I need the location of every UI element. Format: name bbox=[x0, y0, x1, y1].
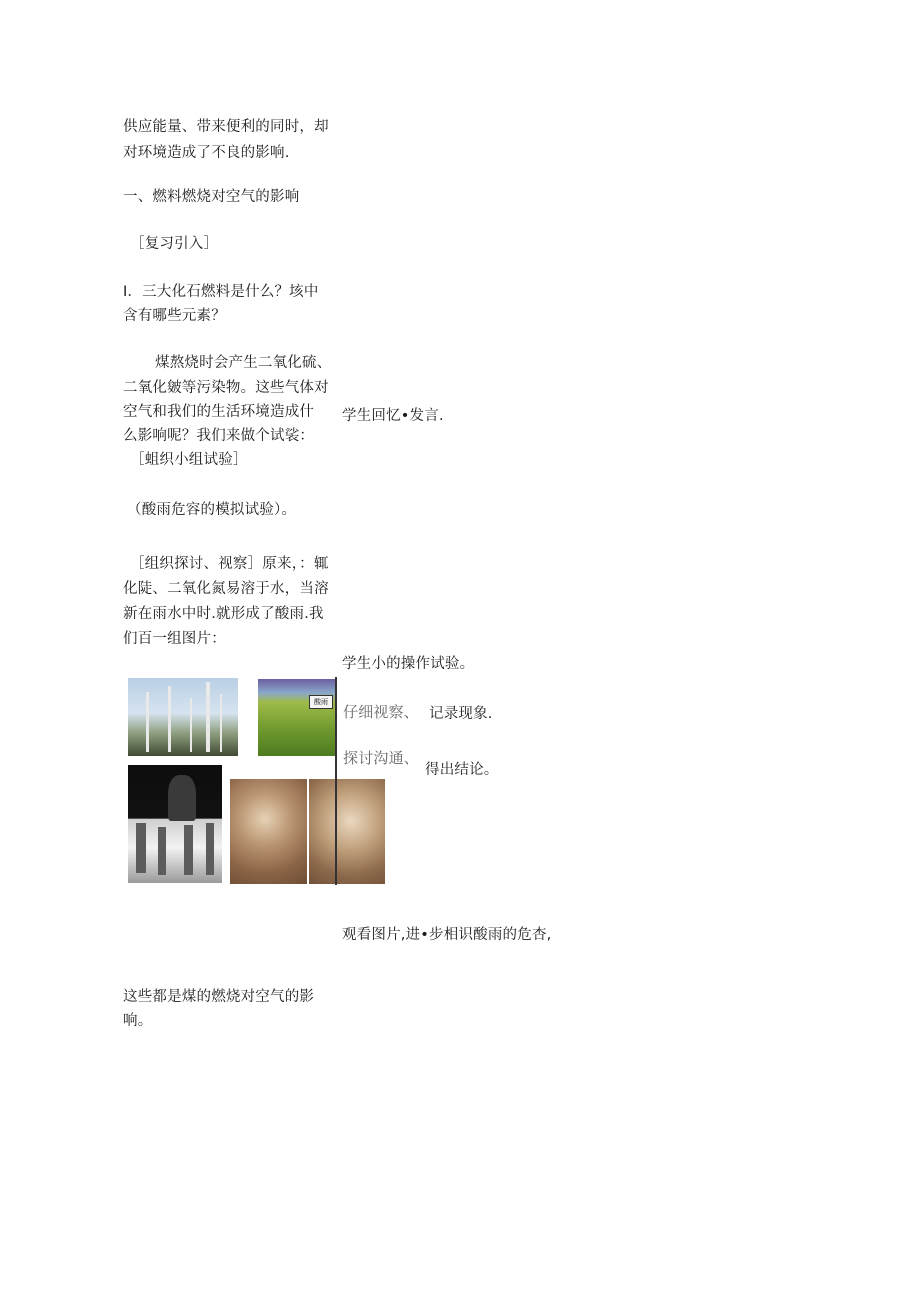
crop-field-photo bbox=[258, 679, 337, 756]
sepia-sculpture-photo-2 bbox=[309, 779, 385, 884]
vertical-divider bbox=[335, 677, 337, 885]
paragraph-2-line-2: 二氧化皴等污染物。这些气体对 bbox=[123, 380, 329, 396]
eroded-statue-photo bbox=[128, 765, 222, 883]
discussion-line-2: 化陡、二氧化氮易溶于水，当溶 bbox=[123, 581, 329, 597]
group-experiment: ［蛆织小组试验］ bbox=[130, 452, 248, 468]
observe-handwritten: 仔细视察、 bbox=[343, 703, 420, 721]
discussion-line-1: ［组织探讨、视察］原来，：辄 bbox=[130, 556, 329, 572]
view-pictures: 观看图片,进•步相识酸雨的危杏, bbox=[342, 927, 552, 943]
photo-badge: 酸雨 bbox=[309, 695, 333, 709]
paragraph-2-line-3: 空气和我们的生活环境造成什 bbox=[123, 404, 315, 420]
dead-forest-photo bbox=[128, 678, 238, 756]
conclusion-line-2: 响。 bbox=[123, 1013, 153, 1029]
question-1-line-1: I．三大化石燃料是什么？垓中 bbox=[123, 284, 319, 300]
draw-conclusion: 得出结论。 bbox=[425, 762, 499, 778]
record-phenomena: 记录现象. bbox=[429, 706, 493, 722]
student-experiment: 学生小的操作试验。 bbox=[342, 656, 475, 672]
intro-line-2: 对环境造成了不良的影响. bbox=[123, 145, 290, 161]
intro-line-1: 供应能量、带来便利的同时，却 bbox=[123, 119, 329, 135]
conclusion-line-1: 这些都是煤的燃烧对空气的影 bbox=[123, 989, 315, 1005]
paragraph-2-line-1: 煤熬烧时会产生二氧化硫、 bbox=[155, 355, 332, 371]
discussion-line-3: 新在雨水中时.就形成了酸雨.我 bbox=[123, 606, 324, 622]
sepia-sculpture-photo-1 bbox=[230, 779, 307, 884]
discussion-line-4: 们百一组图片： bbox=[123, 631, 226, 647]
question-1-line-2: 含有哪些元素？ bbox=[123, 308, 226, 324]
paragraph-2-line-4: 么影响呢？我们来做个试裟： bbox=[123, 428, 315, 444]
simulation-experiment: （酸雨危容的模拟试验）。 bbox=[127, 502, 297, 518]
review-heading: ［复习引入］ bbox=[130, 236, 219, 252]
section-title: 一、燃料燃烧对空气的影响 bbox=[123, 189, 300, 205]
discuss-handwritten: 探讨沟通、 bbox=[343, 749, 420, 767]
student-recall: 学生回忆•发言. bbox=[342, 408, 444, 424]
